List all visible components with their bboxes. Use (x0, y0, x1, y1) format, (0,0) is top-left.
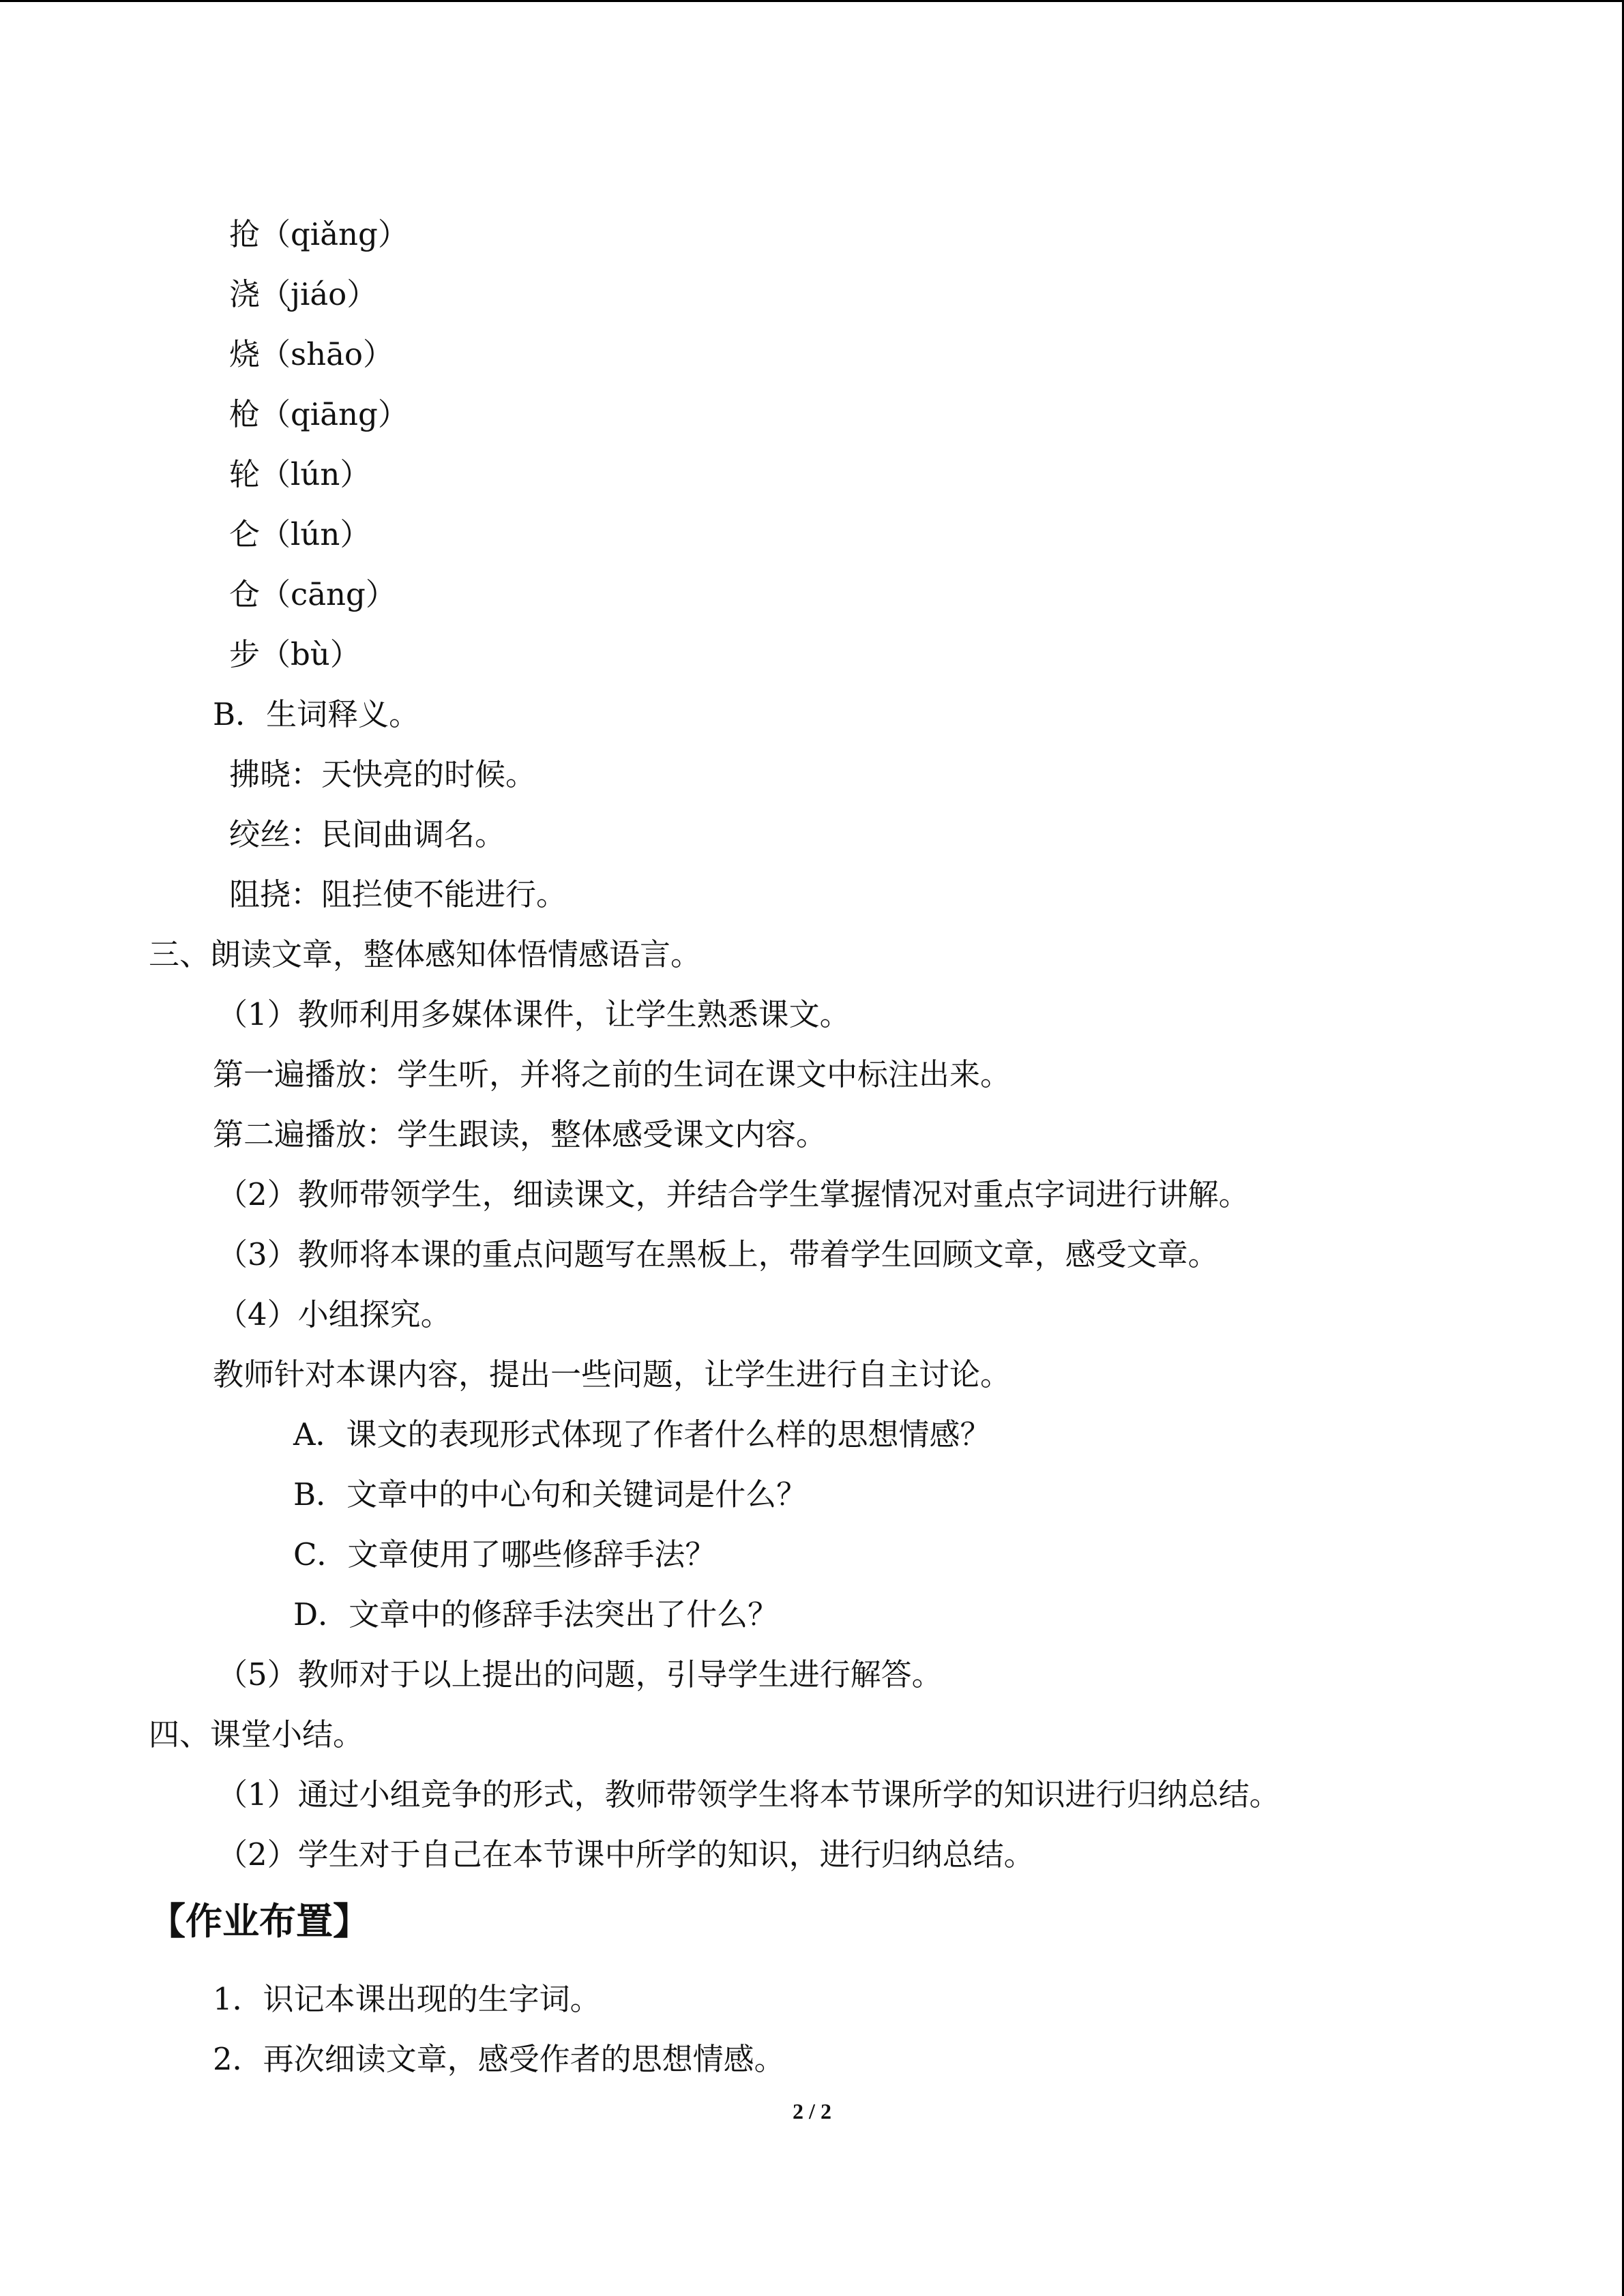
vocab-item: 阻挠：阻拦使不能进行。 (229, 876, 567, 912)
discussion-question: D．文章中的修辞手法突出了什么？ (293, 1596, 779, 1632)
section-4-item: （1）通过小组竞争的形式，教师带领学生将本节课所学的知识进行归纳总结。 (217, 1776, 1280, 1813)
section-3-step: （3）教师将本课的重点问题写在黑板上，带着学生回顾文章，感受文章。 (217, 1236, 1219, 1272)
pinyin-item: 轮（lún） (229, 456, 371, 492)
section-4-title: 四、课堂小结。 (149, 1716, 364, 1753)
section-3-title: 三、朗读文章，整体感知体悟情感语言。 (149, 936, 702, 972)
pinyin-item: 浇（jiáo） (229, 276, 378, 312)
vocab-item: 绞丝：民间曲调名。 (229, 816, 506, 852)
pinyin-item: 仑（lún） (229, 516, 371, 552)
homework-item: 2．再次细读文章，感受作者的思想情感。 (213, 2041, 785, 2077)
discussion-question: A．课文的表现形式体现了作者什么样的思想情感？ (293, 1416, 991, 1452)
section-4-item: （2）学生对于自己在本节课中所学的知识，进行归纳总结。 (217, 1836, 1035, 1873)
pinyin-item: 仓（cāng） (229, 576, 396, 612)
pinyin-item: 步（bù） (229, 636, 361, 672)
discussion-question: B．文章中的中心句和关键词是什么？ (293, 1476, 808, 1512)
section-3-text: 教师针对本课内容，提出一些问题，让学生进行自主讨论。 (213, 1356, 1012, 1392)
homework-heading: 【作业布置】 (149, 1900, 370, 1943)
page-number: 2 / 2 (793, 2099, 831, 2123)
section-3-step: （2）教师带领学生，细读课文，并结合学生掌握情况对重点字词进行讲解。 (217, 1176, 1250, 1212)
pinyin-item: 烧（shāo） (229, 336, 394, 372)
section-3-step: （1）教师利用多媒体课件，让学生熟悉课文。 (217, 996, 851, 1032)
pinyin-item: 枪（qiāng） (229, 396, 409, 432)
section-3-step: （5）教师对于以上提出的问题，引导学生进行解答。 (217, 1656, 943, 1693)
pinyin-item: 抢（qiǎng） (229, 216, 409, 252)
homework-item: 1．识记本课出现的生字词。 (213, 1981, 601, 2017)
discussion-question: C．文章使用了哪些修辞手法？ (293, 1536, 716, 1572)
section-3-text: 第一遍播放：学生听，并将之前的生词在课文中标注出来。 (213, 1056, 1012, 1092)
section-3-step: （4）小组探究。 (217, 1296, 452, 1332)
vocab-heading: B．生词释义。 (213, 696, 420, 732)
vocab-item: 拂晓：天快亮的时候。 (229, 756, 537, 792)
section-3-text: 第二遍播放：学生跟读，整体感受课文内容。 (213, 1116, 827, 1152)
